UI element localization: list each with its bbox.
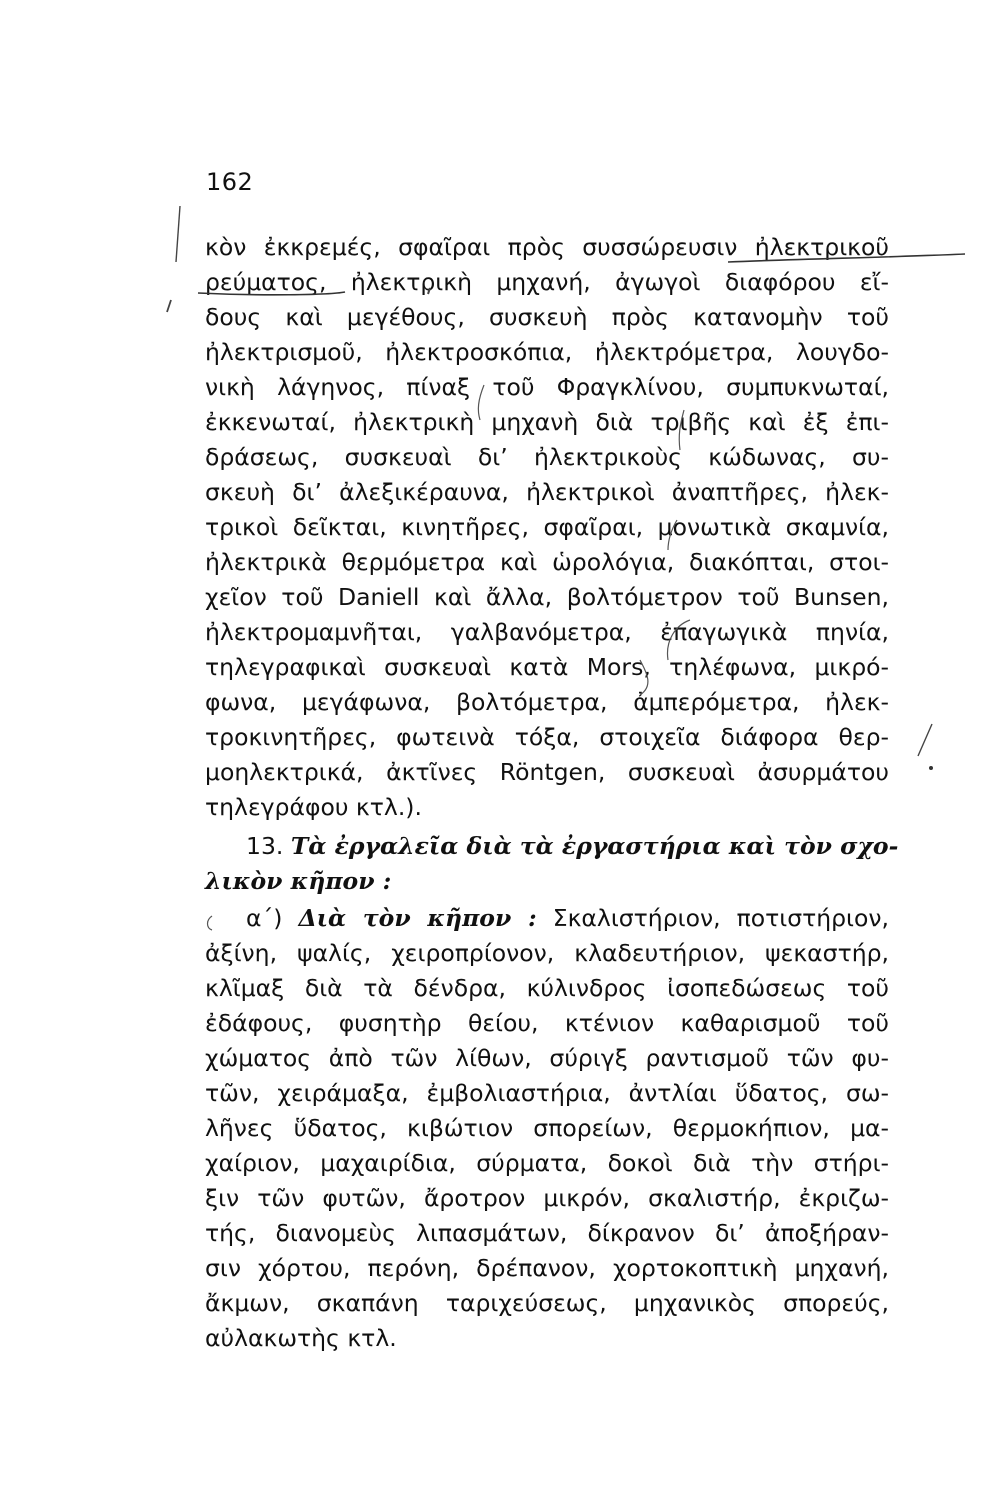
text-line: τηλεγραφικαὶ συσκευαὶ κατὰ Mors, τηλέφωνα, μικρό- xyxy=(205,653,889,681)
pencil-stroke-mark xyxy=(208,916,213,930)
text-line: ἀξίνη, ψαλίς, χειροπρίονον, κλαδευτήριον, ψεκαστήρ, xyxy=(205,939,889,967)
text-line: ρεύματος, ἠλεκτρικὴ μηχανή, ἀγωγοὶ διαφόρου εἴ- xyxy=(205,268,889,296)
subsection-label: α΄) xyxy=(246,904,283,932)
text-line: δους καὶ μεγέθους, συσκευὴ πρὸς κατανομὴν τοῦ xyxy=(205,303,889,331)
text-line: ἐκκενωταί, ἠλεκτρικὴ μηχανὴ διὰ τριβῆς καὶ ἐξ ἐπι- xyxy=(205,408,889,436)
text-line: αὐλακωτὴς κτλ. xyxy=(205,1324,397,1352)
text-line: τής, διανομεὺς λιπασμάτων, δίκρανον δι’ ἀποξήραν- xyxy=(205,1219,889,1247)
text-line: τηλεγράφου κτλ.). xyxy=(205,793,422,821)
text-line: χαίριον, μαχαιρίδια, σύρματα, δοκοὶ διὰ τὴν στήρι- xyxy=(205,1149,889,1177)
text-line: ξιν τῶν φυτῶν, ἄροτρον μικρόν, σκαλιστήρ, ἐκριζω- xyxy=(205,1184,889,1212)
text-line: χεῖον τοῦ Daniell καὶ ἄλλα, βολτόμετρον τοῦ Bunsen, xyxy=(205,583,889,611)
text-line: σκευὴ δι’ ἀλεξικέραυνα, ἠλεκτρικοὶ ἀναπτῆρες, ἠλεκ- xyxy=(205,478,889,506)
subsection-first-line xyxy=(246,903,889,933)
section-title-continued: λικὸν κῆπον : xyxy=(205,867,392,895)
text-line: σιν χόρτου, περόνη, δρέπανον, χορτοκοπτικὴ μηχανή, xyxy=(205,1254,889,1282)
text-line: ἠλεκτρισμοῦ, ἠλεκτροσκόπια, ἠλεκτρόμετρα, λουγδο- xyxy=(205,338,889,366)
section-number: 13. xyxy=(246,832,284,860)
text-line: δράσεως, συσκευαὶ δι’ ἠλεκτρικοὺς κώδωνας, συ- xyxy=(205,443,889,471)
text-line: κὸν ἐκκρεμές, σφαῖραι πρὸς συσσώρευσιν ἠλεκτρικοῦ xyxy=(205,233,889,261)
text-line: κλῖμαξ διὰ τὰ δένδρα, κύλινδρος ἰσοπεδώσεως τοῦ xyxy=(205,974,889,1002)
subsection-title: Διὰ τὸν κῆπον : xyxy=(298,904,537,932)
margin-tick-mark xyxy=(167,300,171,312)
ink-dot-mark xyxy=(929,766,933,770)
section-heading xyxy=(246,831,899,861)
text-line: ἠλεκτρικὰ θερμόμετρα καὶ ὡρολόγια, διακόπται, στοι- xyxy=(205,548,889,576)
text-line: νικὴ λάγηνος, πίναξ τοῦ Φραγκλίνου, συμπυκνωταί, xyxy=(205,373,889,401)
text-line: τροκινητῆρες, φωτεινὰ τόξα, στοιχεῖα διάφορα θερ- xyxy=(205,723,889,751)
text-line: φωνα, μεγάφωνα, βολτόμετρα, ἀμπερόμετρα, ἠλεκ- xyxy=(205,688,889,716)
margin-stroke-mark xyxy=(176,206,180,262)
text-line: ἐδάφους, φυσητὴρ θείου, κτένιον καθαρισμοῦ τοῦ xyxy=(205,1009,889,1037)
text-line: ἠλεκτρομαμνῆται, γαλβανόμετρα, ἐπαγωγικὰ πηνία, xyxy=(205,618,889,646)
text-line: τῶν, χειράμαξα, ἐμβολιαστήρια, ἀντλίαι ὕδατος, σω- xyxy=(205,1079,889,1107)
text-line: ἄκμων, σκαπάνη ταριχεύσεως, μηχανικὸς σπορεύς, xyxy=(205,1289,889,1317)
page-number: 162 xyxy=(206,168,254,196)
text-line: τρικοὶ δεῖκται, κινητῆρες, σφαῖραι, μονωτικὰ σκαμνία, xyxy=(205,513,889,541)
margin-stroke-mark xyxy=(918,724,932,756)
text-line: μοηλεκτρικά, ἀκτῖνες Röntgen, συσκευαὶ ἀσυρμάτου xyxy=(205,758,889,786)
subsection-text: Σκαλιστήριον, ποτιστήριον, xyxy=(552,904,889,932)
text-line: λῆνες ὕδατος, κιβώτιον σπορείων, θερμοκήπιον, μα- xyxy=(205,1114,889,1142)
text-line: χώματος ἀπὸ τῶν λίθων, σύριγξ ραντισμοῦ τῶν φυ- xyxy=(205,1044,889,1072)
section-title: Τὰ ἐργαλεῖα διὰ τὰ ἐργαστήρια καὶ τὸν σχο- xyxy=(290,832,899,860)
